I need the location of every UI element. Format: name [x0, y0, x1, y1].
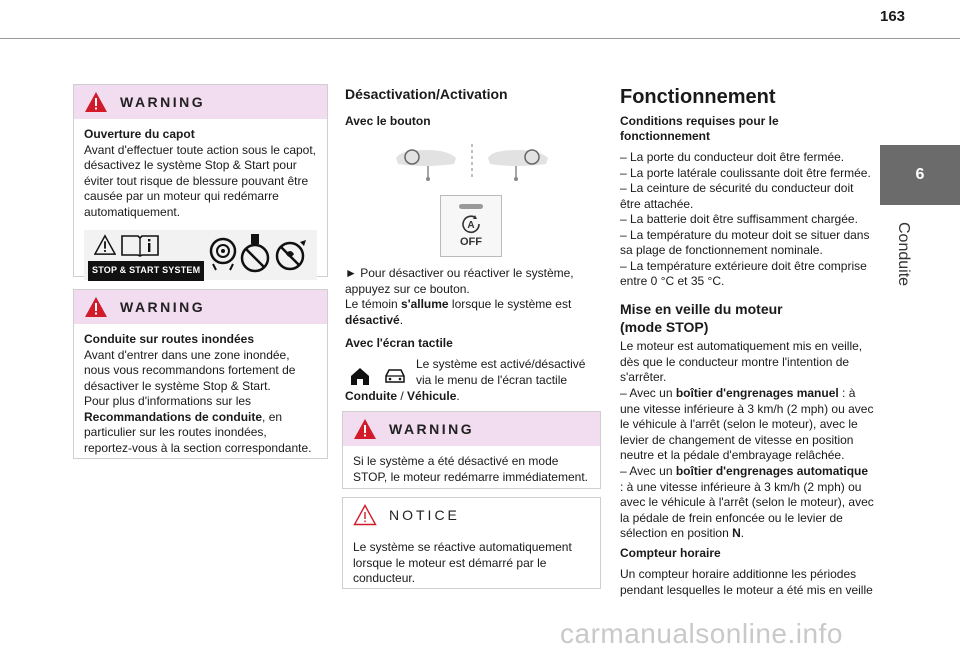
section-title-operation: Fonctionnement: [620, 86, 776, 108]
engine-gear-icon: [208, 234, 238, 274]
header-divider: [0, 38, 960, 39]
indicator-description: Le témoin s'allume lorsque le système est désactivé.: [345, 297, 572, 327]
manual-book-icon: [120, 233, 160, 257]
condition-item: – La porte du conducteur doit être fermée.: [620, 150, 845, 164]
watermark: carmanualsonline.info: [560, 618, 843, 649]
chapter-title: [890, 222, 910, 312]
chapter-tab[interactable]: 6: [880, 145, 960, 205]
chapter-title-text: Conduite: [895, 222, 912, 287]
fan-prohibited-icon: [274, 238, 308, 272]
manual-gearbox-condition: – Avec un boîtier d'engrenages manuel : à une vitesse inférieure à 3 km/h (2 mph) ou avec le véhicule à l'arrêt (selon le moteur), avec le levier de changement de vitesse en position neutre et la pédale d'embrayage relâchée.: [620, 386, 874, 462]
notice-triangle-icon: [353, 504, 377, 526]
condition-item: – La ceinture de sécurité du conducteur doit être attachée.: [620, 181, 854, 211]
notice-text: Le système se réactive automatiquement lorsque le moteur est démarré par le conducteur.: [353, 540, 572, 585]
warning-text: Avant d'entrer dans une zone inondée, nous vous recommandons fortement de désactiver le système Stop & Start.: [84, 347, 296, 393]
condition-item: – La température du moteur doit se situer dans sa plage de fonctionnement nominale.: [620, 227, 870, 257]
off-label: OFF: [460, 236, 482, 248]
button-indicator-led: [459, 204, 483, 209]
stop-start-label: STOP & START SYSTEM: [88, 261, 204, 281]
hour-counter-text: Un compteur horaire additionne les périodes pendant lesquelles le moteur a été mis en veille: [620, 567, 873, 597]
vehicle-icon: [383, 367, 407, 385]
page-number: 163: [880, 8, 906, 25]
notice-header: [343, 498, 600, 532]
stop-start-off-button[interactable]: [440, 195, 502, 257]
warning-header: [74, 85, 327, 119]
warning-box-flooded-roads: [73, 289, 328, 459]
warning-box-hood: [73, 84, 328, 277]
warning-triangle-icon: [353, 418, 377, 440]
hand-prohibited-icon: [240, 232, 270, 276]
automatic-gearbox-condition: – Avec un boîtier d'engrenages automatique : à une vitesse inférieure à 3 km/h (2 mph) ou avec le véhicule à l'arrêt (selon le moteur), avec la pédale de frein enfoncée ou le levier de sélection en position N.: [620, 464, 874, 540]
warning-title: WARNING: [389, 421, 475, 437]
warning-header: [343, 412, 600, 446]
conditions-list: [620, 150, 876, 290]
home-icon: [349, 366, 371, 386]
warning-box-stop-mode: [342, 411, 601, 489]
svg-text:A: A: [467, 220, 475, 231]
warning-text: Avant d'effectuer toute action sous le capot, désactivez le système Stop & Start pour éviter tout risque de blessure pouvant être causée par un moteur qui redémarre automatiquement.: [84, 142, 317, 219]
warning-title: WARNING: [120, 299, 206, 315]
notice-title: NOTICE: [389, 507, 460, 523]
condition-item: – La température extérieure doit être comprise entre 0 °C et 35 °C.: [620, 258, 867, 288]
warning-title: WARNING: [120, 94, 206, 110]
auto-stop-icon: [461, 214, 481, 234]
warning-triangle-icon: [84, 296, 108, 318]
section-title-deactivation: Désactivation/Activation: [345, 86, 508, 102]
touchscreen-description: Le système est activé/désactivé via le menu de l'écran tactile: [416, 357, 586, 387]
touchscreen-menu-path: Conduite / Véhicule.: [345, 389, 460, 403]
warning-text-reference: Pour plus d'informations sur les Recommandations de conduite, en particulier sur les routes inondées, reportez-vous à la section correspondante.: [84, 394, 312, 455]
condition-item: – La batterie doit être suffisamment chargée.: [620, 212, 858, 226]
subsection-hour-counter: Compteur horaire: [620, 546, 721, 560]
warning-header: [74, 290, 327, 324]
subsection-conditions: Conditions requises pour le fonctionnement: [620, 114, 779, 143]
warning-text: Si le système a été désactivé en mode STOP, le moteur redémarre immédiatement.: [353, 454, 588, 484]
subsection-stop-mode: Mise en veille du moteur (mode STOP): [620, 301, 783, 335]
warning-sticker-icon: [94, 234, 116, 256]
notice-box: [342, 497, 601, 589]
stop-mode-intro: Le moteur est automatiquement mis en veille, dès que le conducteur montre l'intention de s'arrêter.: [620, 339, 863, 384]
warning-heading: Ouverture du capot: [84, 127, 195, 141]
stop-start-sticker: [84, 230, 317, 280]
warning-heading: Conduite sur routes inondées: [84, 332, 255, 346]
deactivate-instruction: ► Pour désactiver ou réactiver le système, appuyez sur ce bouton.: [345, 266, 574, 296]
subsection-touchscreen: Avec l'écran tactile: [345, 336, 453, 350]
warning-triangle-icon: [84, 91, 108, 113]
condition-item: – La porte latérale coulissante doit être fermée.: [620, 165, 871, 180]
dashboard-overview-icon: [392, 140, 552, 184]
subsection-button: Avec le bouton: [345, 114, 431, 128]
